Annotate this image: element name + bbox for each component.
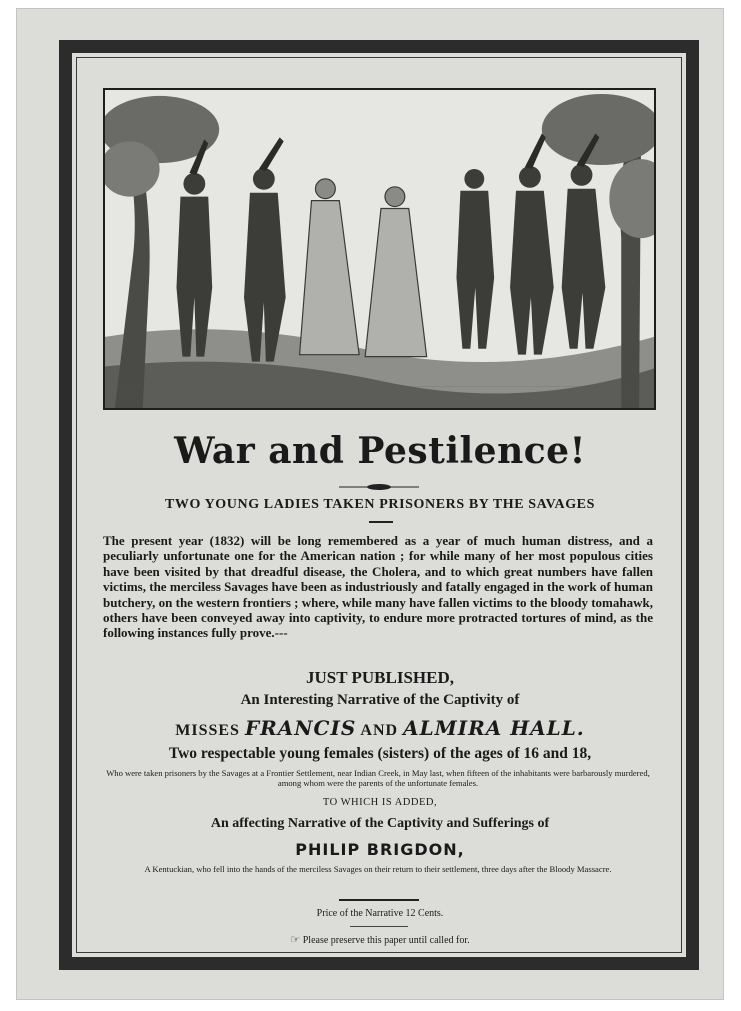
just-published-heading: JUST PUBLISHED, — [305, 668, 454, 687]
misses-prefix: MISSES — [175, 722, 245, 739]
capture-details: Who were taken prisoners by the Savages at a Frontier Settlement, near Indian Creek, in May last, when fifteen of the inhabitants were barbarously murdered, among whom were the parents of the unfortunate females. — [106, 768, 650, 788]
name-francis: FRANCIS — [244, 716, 357, 740]
pointing-hand-icon: ☞ — [290, 934, 301, 946]
narrative-intro-line: An Interesting Narrative of the Captivity of — [240, 692, 520, 708]
preserve-text: Please preserve this paper until called for. — [300, 935, 470, 946]
philip-brigdon-name: PHILIP BRIGDON, — [295, 840, 465, 859]
poster-subtitle: TWO YOUNG LADIES TAKEN PRISONERS BY THE SAVAGES — [164, 497, 596, 512]
intro-paragraph: The present year (1832) will be long remembered as a year of much human distress, and a peculiarly unfortunate one for the American nation ; for while many of her most populous cities have been visited by that dreadful disease, the Cholera, and to which great numbers have fallen victims, the merciless Savages have been as industriously and fatally engaged in the work of human butchery, on the western frontiers ; where, while many have fallen victims to the bloody tomahawk, others have been conveyed away into captivity, to endure more protracted tortures of mind, as the following instances fully prove.--- — [103, 533, 653, 641]
woodcut-illustration — [103, 88, 656, 410]
tiny-rule — [350, 926, 408, 927]
preserve-notice — [100, 933, 660, 946]
captives-names — [100, 716, 660, 740]
short-rule — [369, 521, 393, 523]
poster-title: War and Pestilence! — [174, 430, 586, 472]
kentuckian-details: A Kentuckian, who fell into the hands of the merciless Savages on their return to their settlement, three days after the Bloody Massacre. — [144, 864, 612, 874]
name-almira-hall: ALMIRA HALL. — [403, 716, 585, 740]
misses-and: AND — [356, 722, 404, 739]
ornament-divider — [339, 484, 419, 490]
price-line: Price of the Narrative 12 Cents. — [316, 908, 444, 919]
to-which-added: TO WHICH IS ADDED, — [322, 797, 438, 808]
long-rule — [339, 899, 419, 901]
females-description: Two respectable young females (sisters) of the ages of 16 and 18, — [168, 745, 592, 762]
affecting-narrative-line: An affecting Narrative of the Captivity and Sufferings of — [210, 816, 550, 831]
